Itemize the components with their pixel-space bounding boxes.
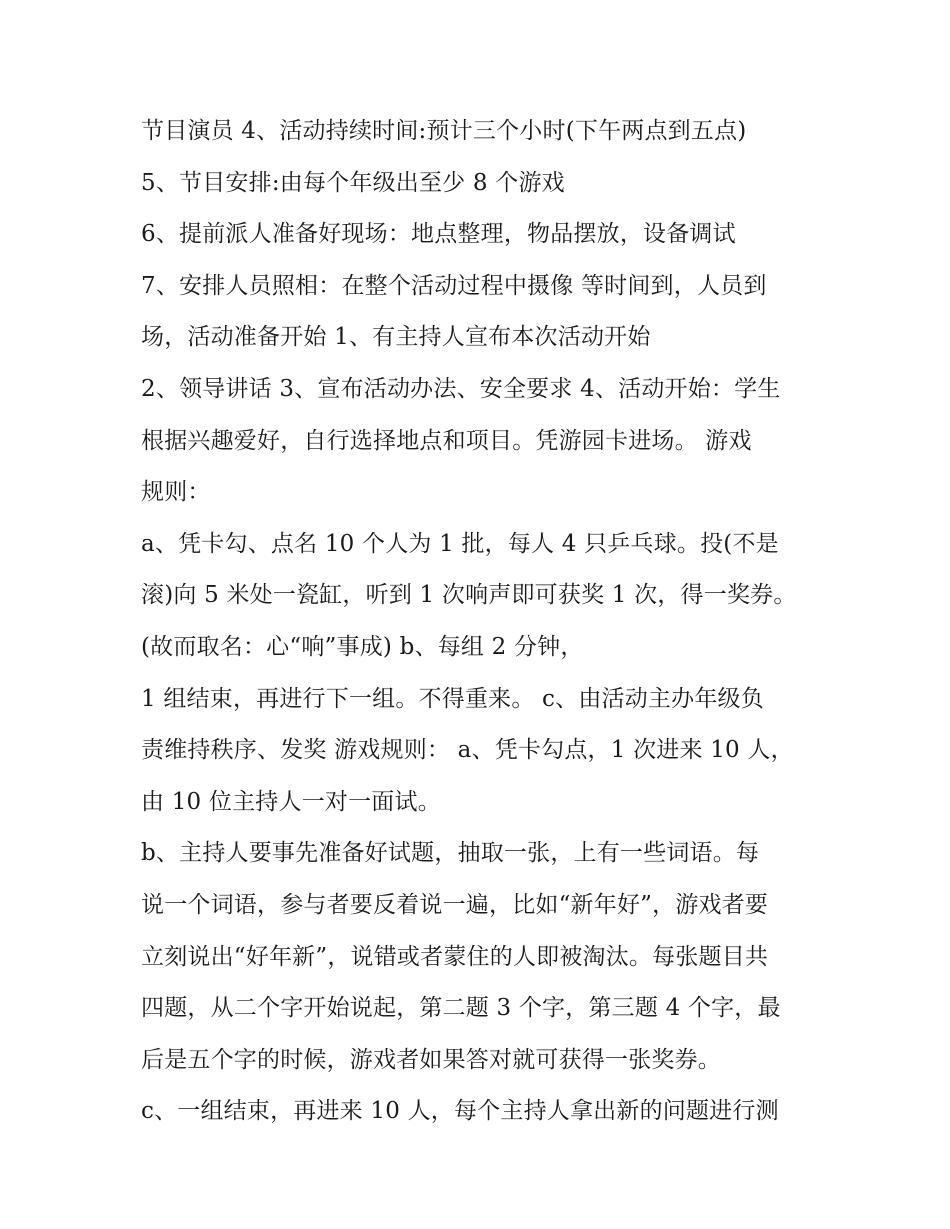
- text-line: 7、安排人员照相：在整个活动过程中摄像 等时间到，人员到: [141, 272, 767, 299]
- text-line: 责维持秩序、发奖 游戏规则： a、凭卡勾点，1 次进来 10 人，: [141, 737, 794, 764]
- text-line: 根据兴趣爱好，自行选择地点和项目。凭游园卡进场。 游戏: [141, 427, 752, 454]
- text-line: 6、提前派人准备好现场：地点整理，物品摆放，设备调试: [141, 221, 736, 248]
- text-line: 2、领导讲话 3、宣布活动办法、安全要求 4、活动开始：学生: [141, 375, 781, 402]
- text-line: c、一组结束，再进来 10 人，每个主持人拿出新的问题进行测: [141, 1098, 779, 1125]
- text-line: 由 10 位主持人一对一面试。: [141, 788, 441, 815]
- text-line: 5、节目安排:由每个年级出至少 8 个游戏: [141, 169, 565, 196]
- text-line: 滚)向 5 米处一瓷缸，听到 1 次响声即可获奖 1 次，得一奖券。: [141, 582, 797, 609]
- text-line: 场，活动准备开始 1、有主持人宣布本次活动开始: [141, 324, 651, 351]
- document-body: [141, 106, 821, 1138]
- text-line: (故而取名：心“响”事成) b、每组 2 分钟，: [141, 633, 584, 660]
- text-line: 后是五个字的时候，游戏者如果答对就可获得一张奖券。: [141, 1046, 721, 1073]
- text-line: a、凭卡勾、点名 10 个人为 1 批，每人 4 只乒乓球。投(不是: [141, 530, 779, 557]
- text-line: b、主持人要事先准备好试题，抽取一张，上有一些词语。每: [141, 840, 760, 867]
- text-line: 说一个词语，参与者要反着说一遍，比如“新年好”，游戏者要: [141, 891, 769, 918]
- text-line: 规则：: [141, 479, 211, 506]
- text-line: 1 组结束，再进行下一组。不得重来。 c、由活动主办年级负: [141, 685, 764, 712]
- text-line: 节目演员 4、活动持续时间:预计三个小时(下午两点到五点): [141, 118, 747, 144]
- text-line: 立刻说出“好年新”，说错或者蒙住的人即被淘汰。每张题目共: [141, 943, 769, 970]
- text-line: 四题，从二个字开始说起，第二题 3 个字，第三题 4 个字，最: [141, 995, 781, 1022]
